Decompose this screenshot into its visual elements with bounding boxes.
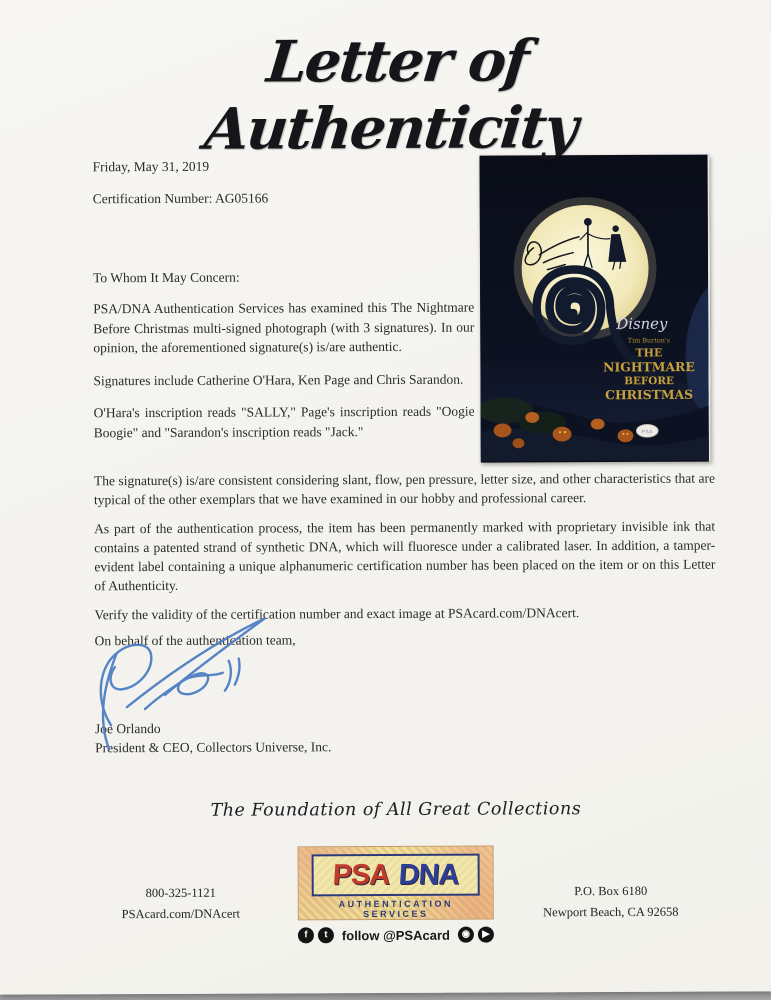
paragraph-dna-marking: As part of the authentication process, the item has been permanently marked with proprietary invisible ink that contains a patented strand of synthetic DNA, which will fluoresce under a calibrated laser. In addition, a tamper-evident label containing a unique alphanumeric certification number has been placed on the item or on this Letter of Authenticity. (94, 518, 716, 594)
footer-phone: 800-325-1121 (145, 885, 216, 901)
foundation-tagline: The Foundation of All Great Collections (210, 799, 582, 821)
youtube-icon: ▶ (478, 927, 494, 943)
poster-title-christmas: CHRISTMAS (605, 386, 694, 403)
footer (66, 845, 726, 945)
signature-area (95, 647, 716, 720)
footer-city: Newport Beach, CA 92658 (543, 904, 679, 920)
certification-label: Certification Number: (92, 190, 213, 207)
psa-sticker (636, 424, 658, 437)
poster-title-before: BEFORE (624, 375, 674, 388)
disney-logo: Disney (616, 314, 668, 333)
letter-title: Letter of Authenticity (201, 27, 580, 163)
instagram-icon: ◉ (458, 927, 474, 943)
closing-line: On behalf of the authentication team, (94, 632, 296, 649)
psa-logo-text: PSA (331, 858, 391, 891)
paragraph-verify: Verify the validity of the certification number and exact image at PSAcard.com/DNAcert. (94, 605, 580, 623)
footer-website: PSAcard.com/DNAcert (121, 906, 241, 922)
salutation: To Whom It May Concern: (93, 269, 240, 286)
authenticated-photo (480, 155, 711, 463)
dna-logo-text: DNA (397, 858, 460, 891)
certification-number: AG05166 (214, 190, 269, 206)
footer-contact (66, 846, 296, 925)
letter-upper-section (93, 155, 715, 465)
social-handle: follow @PSAcard (341, 927, 450, 943)
signer-title: President & CEO, Collectors Universe, Inc. (95, 739, 332, 756)
letter-date: Friday, May 31, 2019 (92, 158, 210, 175)
svg-text:PSA: PSA (641, 430, 653, 436)
paragraph-consistency: The signature(s) is/are consistent considering slant, flow, pen pressure, letter size, and other characteristics that are typical of the other exemplars that we have examined in our hobby and professional career. (93, 470, 715, 508)
psa-logo-subtitle: AUTHENTICATION SERVICES (338, 898, 453, 920)
paragraph-inscriptions: O'Hara's inscription reads "SALLY," Page's inscription reads "Oogie Boogie" and "Sarandon's inscription reads "Jack." (93, 403, 475, 440)
facebook-icon: f (298, 927, 314, 943)
poster-title-nightmare: NIGHTMARE (603, 359, 695, 375)
paragraph-authentication: PSA/DNA Authentication Services has examined this The Nightmare Before Christmas multi-signed photograph (with 3 signatures). In our opinion, the aforementioned signature(s) is/are authentic. (93, 299, 475, 356)
poster-tim-burtons: Tim Burton's (627, 336, 670, 345)
twitter-icon: t (318, 927, 334, 943)
footer-brand (296, 846, 496, 944)
certification-line (93, 188, 474, 209)
social-row (296, 927, 496, 944)
footer-po-box: P.O. Box 6180 (574, 883, 648, 899)
psa-dna-logo (298, 846, 494, 921)
footer-address (496, 845, 726, 924)
signer-name: Joe Orlando (94, 720, 161, 737)
poster-title-the: THE (635, 346, 663, 360)
paragraph-signatures: Signatures include Catherine O'Hara, Ken Page and Chris Sarandon. (93, 371, 464, 388)
